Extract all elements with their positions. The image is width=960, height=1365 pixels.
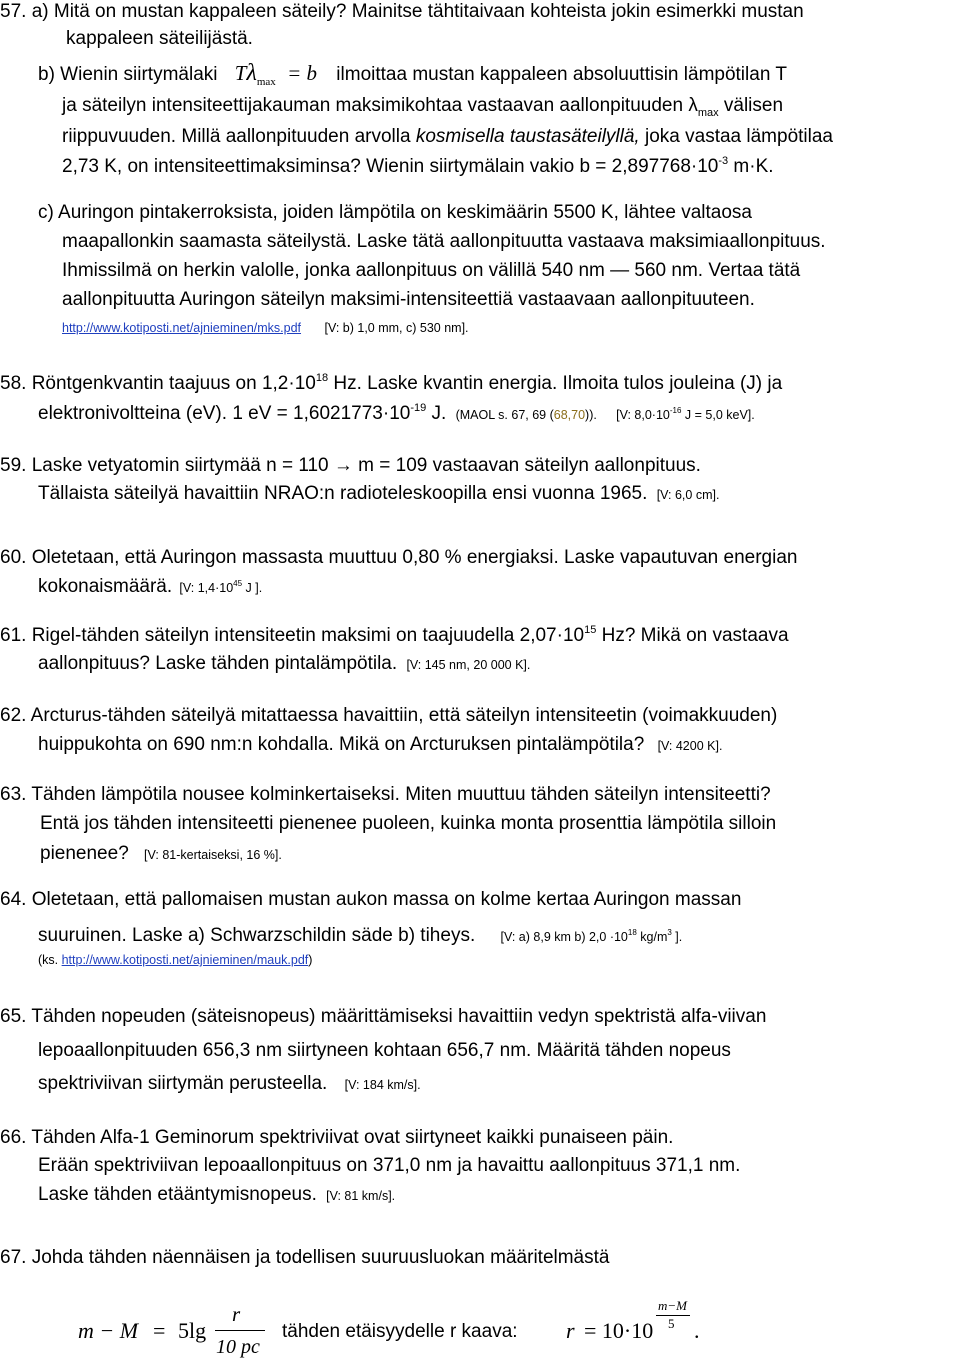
q58-maol-ref <box>456 408 597 422</box>
q61-line-1 <box>0 624 789 650</box>
q58-ref-olive: 68,70 <box>553 408 586 422</box>
q57-b2-text: ja säteilyn intensiteettijakauman maksimikohtaa vastaavan aallonpituuden λ <box>62 95 698 116</box>
q57-c-link-line <box>62 316 469 340</box>
q61-answer: [V: 145 nm, 20 000 K]. <box>406 658 531 672</box>
q59-answer: [V: 6,0 cm]. <box>656 488 720 502</box>
q65-line-1: 65. Tähden nopeuden (säteisnopeus) määrittämiseksi havaittiin vedyn spektristä alfa-viivan <box>0 1006 767 1027</box>
q57-b2-post: välisen <box>718 95 784 116</box>
q65-answer: [V: 184 km/s]. <box>344 1078 421 1092</box>
q64-line-1: 64. Oletetaan, että pallomaisen mustan aukon massa on kolme kertaa Auringon massan <box>0 889 742 910</box>
q64-ans-mid: kg/m <box>636 930 668 944</box>
q65-line-3 <box>38 1072 421 1097</box>
q57-answer: [V: b) 1,0 mm, c) 530 nm]. <box>324 321 469 335</box>
q60-ans-post: J ]. <box>242 581 263 595</box>
q58-l1-pre: 58. Röntgenkvantin taajuus on 1,2·10 <box>0 373 316 394</box>
formula-sub-max: max <box>256 76 276 88</box>
q58-ans-exp: -16 <box>669 406 682 415</box>
formula-equals-b: = b <box>287 61 318 85</box>
q58-l1-exp: 18 <box>315 372 329 384</box>
formula-lambda: λ <box>246 60 257 86</box>
formula-exponent-denominator: 5 <box>668 1316 675 1331</box>
q58-line-2 <box>38 402 755 429</box>
q57-b4-post: m·K. <box>728 156 774 177</box>
formula-equals-10x10: = 10·10 <box>584 1318 654 1343</box>
formula-T: T <box>234 61 247 85</box>
formula-m-minus-M: m − M <box>78 1318 139 1343</box>
q63-answer: [V: 81-kertaiseksi, 16 %]. <box>144 848 282 862</box>
q64-answer <box>501 930 683 944</box>
q60-line-2 <box>38 575 262 602</box>
q64-line-2 <box>38 924 682 951</box>
q60-answer <box>179 581 262 595</box>
q61-l1-exp: 15 <box>584 624 597 636</box>
q61-l1-pre: 61. Rigel-tähden säteilyn intensiteetin maksimi on taajuudella 2,07·10 <box>0 625 585 646</box>
q67-line-1: 67. Johda tähden näennäisen ja todellisen suuruusluokan määritelmästä <box>0 1247 610 1268</box>
q66-line-3 <box>38 1183 395 1208</box>
q57-c-line-3: Ihmissilmä on herkin valolle, jonka aallonpituus on välillä 540 nm — 560 nm. Vertaa tätä <box>62 260 801 281</box>
q57-b3-italic: kosmisella taustasäteilyllä, <box>415 126 640 147</box>
q64-ref-post: ) <box>308 953 313 967</box>
q64-ans-exp2: 3 <box>667 928 672 937</box>
q64-ref-pre: (ks. <box>38 953 62 967</box>
q57-line-1: 57. a) Mitä on mustan kappaleen säteily? Mainitse tähtitaivaan kohteista jokin esimerkki mustan <box>0 1 804 22</box>
formula-fraction-denominator: 10 pc <box>216 1336 260 1358</box>
mks-pdf-link[interactable]: http://www.kotiposti.net/ajnieminen/mks.pdf <box>62 321 302 335</box>
q64-ans-post: ]. <box>671 930 683 944</box>
q64-l2-text: suuruinen. Laske a) Schwarzschildin säde b) tiheys. <box>38 925 476 946</box>
q57-b4-exp: -3 <box>718 155 729 167</box>
q63-l3-text: pienenee? <box>40 843 129 864</box>
q57-b3-post: joka vastaa lämpötilaa <box>639 126 833 147</box>
q63-line-1: 63. Tähden lämpötila nousee kolminkertaiseksi. Miten muuttuu tähden säteilyn intensiteetti? <box>0 784 771 805</box>
q66-l3-text: Laske tähden etääntymisnopeus. <box>38 1184 317 1205</box>
formula-end-period: . <box>694 1318 700 1343</box>
q58-ref-pre: (MAOL s. 67, 69 ( <box>455 408 554 422</box>
q58-l2-pre: elektronivoltteina (eV). 1 eV = 1,6021773·10 <box>38 403 411 424</box>
q57-b4-pre: 2,73 K, on intensiteettimaksiminsa? Wienin siirtymälain vakio b = 2,897768·10 <box>62 156 719 177</box>
q57-b3-pre: riippuvuuden. Millä aallonpituuden arvolla <box>62 126 416 147</box>
q57-c-line-4: aallonpituutta Auringon säteilyn maksimi-intensiteettiä vastaavaan aallonpituuteen. <box>62 289 755 310</box>
q58-answer <box>616 408 755 422</box>
q62-l2-text: huippukohta on 690 nm:n kohdalla. Mikä on Arcturuksen pintalämpötila? <box>38 734 645 755</box>
q60-ans-exp: 45 <box>233 579 243 588</box>
q58-ans-pre: [V: 8,0·10 <box>616 408 670 422</box>
q64-ref-line <box>38 948 312 972</box>
q60-l2-text: kokonaismäärä. <box>38 576 173 597</box>
mauk-pdf-link[interactable]: http://www.kotiposti.net/ajnieminen/mauk.pdf <box>61 953 309 967</box>
q57-b-line-4 <box>62 155 774 181</box>
q59-line-1: 59. Laske vetyatomin siirtymää n = 110 → m = 109 vastaavan säteilyn aallonpituus. <box>0 455 701 476</box>
q61-l2-text: aallonpituus? Laske tähden pintalämpötila. <box>38 653 398 674</box>
q62-answer: [V: 4200 K]. <box>657 739 723 753</box>
q62-line-2 <box>38 733 722 758</box>
q58-l2-post: J. <box>426 403 447 424</box>
q65-l3-text: spektriviivan siirtymän perusteella. <box>38 1073 328 1094</box>
fraction-bar <box>215 1330 265 1331</box>
formula-equals: = <box>153 1318 166 1343</box>
q57-b-post: ilmoittaa mustan kappaleen absoluuttisin lämpötilan T <box>336 64 787 85</box>
q59-line-2 <box>38 482 719 507</box>
q66-line-2: Erään spektriviivan lepoaallonpituus on 371,0 nm ja havaittu aallonpituus 371,1 nm. <box>38 1155 741 1176</box>
q63-line-3 <box>40 842 282 867</box>
formula-5lg: 5lg <box>178 1318 207 1343</box>
q57-b-line-2 <box>62 94 783 120</box>
formula-exponent-numerator: m−M <box>658 1298 687 1313</box>
q61-l1-post: Hz? Mikä on vastaava <box>596 625 789 646</box>
q61-line-2 <box>38 652 530 677</box>
q58-l1-post: Hz. Laske kvantin energia. Ilmoita tulos jouleina (J) ja <box>328 373 783 394</box>
q57-line-2: kappaleen säteilijästä. <box>66 28 253 49</box>
q57-c-line-2: maapallonkin saamasta säteilystä. Laske tätä aallonpituutta vastaava maksimiaallonpituus. <box>62 231 826 252</box>
q57-c-line-1: c) Auringon pintakerroksista, joiden lämpötila on keskimäärin 5500 K, lähtee valtaosa <box>38 202 752 223</box>
q58-ans-post: J = 5,0 keV]. <box>681 408 755 422</box>
q58-l2-exp: -19 <box>410 402 427 414</box>
q62-line-1: 62. Arcturus-tähden säteilyä mitattaessa havaittiin, että säteilyn intensiteetin (voimakkuuden) <box>0 705 778 726</box>
q67-middle-text: tähden etäisyydelle r kaava: <box>282 1321 518 1342</box>
q64-ans-pre: [V: a) 8,9 km b) 2,0 ·10 <box>500 930 628 944</box>
formula-fraction-numerator: r <box>232 1302 241 1326</box>
q66-line-1: 66. Tähden Alfa-1 Geminorum spektriviivat ovat siirtyneet kaikki punaiseen päin. <box>0 1127 674 1148</box>
q57-b2-sub: max <box>697 107 719 119</box>
q63-line-2: Entä jos tähden intensiteetti pienenee puoleen, kuinka monta prosenttia lämpötila silloin <box>40 813 777 834</box>
q58-ref-post: )). <box>585 408 597 422</box>
q64-ans-exp: 18 <box>627 928 637 937</box>
q66-answer: [V: 81 km/s]. <box>326 1189 396 1203</box>
q58-line-1 <box>0 372 782 398</box>
q57-b-pre: b) Wienin siirtymälaki <box>38 64 218 85</box>
q59-l2-text: Tällaista säteilyä havaittiin NRAO:n radioteleskoopilla ensi vuonna 1965. <box>38 483 648 504</box>
q65-line-2: lepoaallonpituuden 656,3 nm siirtyneen kohtaan 656,7 nm. Määritä tähden nopeus <box>38 1040 731 1061</box>
q57-b-line-3 <box>62 125 833 149</box>
q60-line-1: 60. Oletetaan, että Auringon massasta muuttuu 0,80 % energiaksi. Laske vapautuvan energian <box>0 547 798 568</box>
q60-ans-pre: [V: 1,4·10 <box>179 581 234 595</box>
formula-r: r <box>566 1318 575 1343</box>
q57-b-line <box>38 61 787 89</box>
